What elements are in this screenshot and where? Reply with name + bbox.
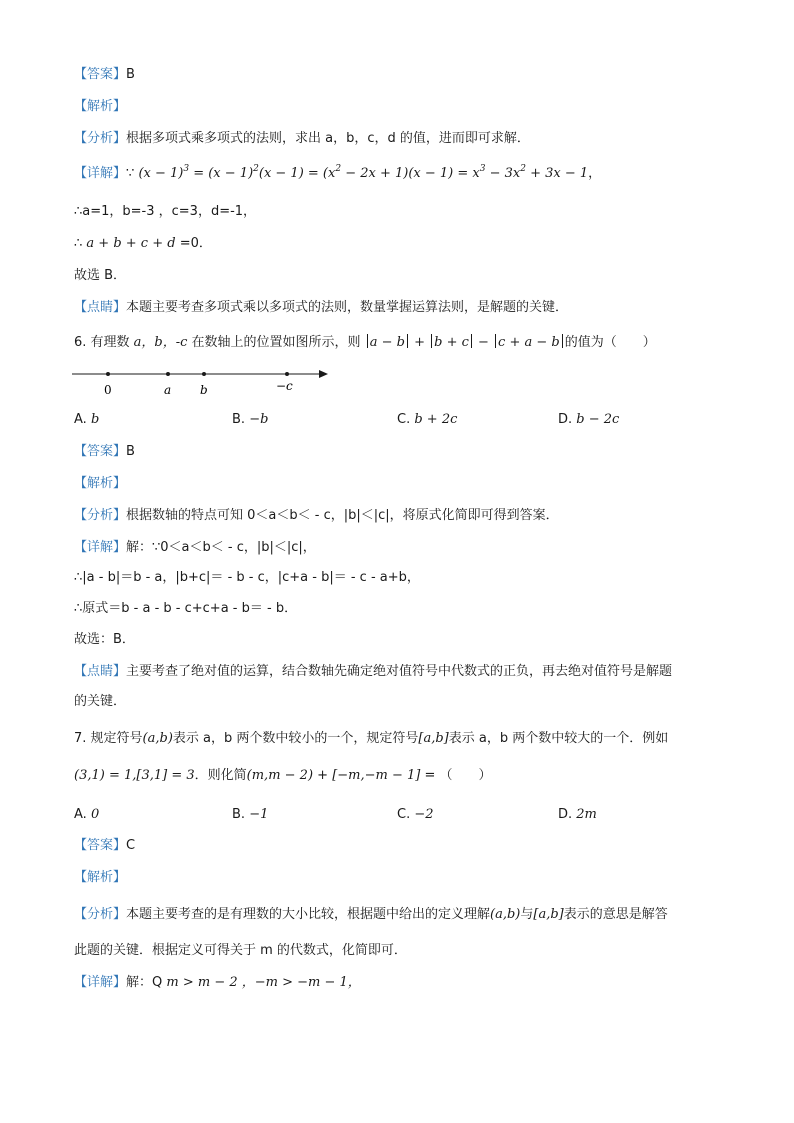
q7-fenxi-line: 【分析】本题主要考查的是有理数的大小比较，根据题中给出的定义理解(a,b)与[a,b]表示的意思是解答: [74, 907, 668, 922]
xiangjie-tag: 【详解】: [74, 540, 127, 555]
q5-answer-line: [74, 66, 135, 84]
q6-stem-vars: a，b，-c: [133, 335, 188, 350]
q7-max-symbol: [a,b]: [418, 731, 449, 746]
q7-stem-line2: (3,1) = 1,[3,1] = 3．则化简(m,m − 2) + [−m,−m − 1] = （ ）: [74, 768, 492, 783]
q7-option-a: A. 0: [74, 807, 100, 822]
q6-stem: 6. 有理数 a，b，-c 在数轴上的位置如图所示，则 a − b + b + c − c + a − b 的值为（ ）: [74, 335, 656, 350]
q5-sum-expression: a + b + c + d: [86, 236, 176, 251]
q7-answer: C: [126, 838, 136, 853]
q5-choose: 故选 B．: [74, 268, 127, 283]
q6-fenxi-line: [74, 507, 559, 525]
answer-tag: 【答案】: [74, 67, 127, 82]
analysis-tag: 【解析】: [74, 476, 127, 491]
q6-fenxi-text: 根据数轴的特点可知 0＜a＜b＜ - c，|b|＜|c|，将原式化简即可得到答案．: [126, 508, 559, 523]
q7-min-symbol: (a,b): [142, 731, 173, 746]
point-0: [106, 372, 110, 376]
q7-answer-line: [74, 837, 135, 855]
q6-detail3: ∴原式＝b - a - b - c+c+a - b＝ - b．: [74, 601, 298, 616]
point-neg-c: [285, 372, 289, 376]
q6-dianjing-line: [74, 663, 672, 681]
answer-tag: 【答案】: [74, 838, 127, 853]
q6-abs-expression: a − b + b + c − c + a − b: [365, 335, 565, 350]
fenxi-tag: 【分析】: [74, 508, 127, 523]
q5-analysis-heading: [74, 98, 126, 116]
q5-answer: B: [126, 67, 135, 82]
fenxi-tag: 【分析】: [74, 907, 127, 922]
q7-expr1: (m,m − 2): [246, 768, 314, 783]
q6-detail-line: [74, 539, 316, 557]
dianjing-tag: 【点睛】: [74, 300, 127, 315]
q7-fenxi-line2: 此题的关键．根据定义可得关于 m 的代数式，化简即可．: [74, 943, 407, 958]
q5-step1: ∴a=1，b=-3 ，c=3，d=-1，: [74, 204, 257, 219]
q6-option-d: D. b − 2c: [558, 412, 620, 427]
q6-option-c: C. b + 2c: [397, 412, 458, 427]
fenxi-tag: 【分析】: [74, 131, 127, 146]
q5-dianjing-text: 本题主要考查多项式乘以多项式的法则，数量掌握运算法则，是解题的关键．: [126, 300, 569, 315]
q6-analysis-heading: [74, 475, 126, 493]
q6-option-a: A. b: [74, 412, 100, 427]
because-glyph: Q: [152, 975, 163, 990]
point-a: [166, 372, 170, 376]
q6-answer: B: [126, 444, 135, 459]
label-a: a: [164, 383, 172, 397]
q7-detail-line: 【详解】解：Q m > m − 2 ，−m > −m − 1，: [74, 975, 361, 990]
q6-detail1: 解：∵0＜a＜b＜ - c，|b|＜|c|，: [126, 540, 316, 555]
q6-dianjing-line2: 的关键．: [74, 694, 127, 709]
analysis-tag: 【解析】: [74, 99, 127, 114]
q6-choose: 故选：B．: [74, 632, 135, 647]
q6-option-b: B. −b: [232, 412, 269, 427]
label-b: b: [200, 383, 208, 397]
q7-stem-line1: 7. 规定符号(a,b)表示 a，b 两个数中较小的一个，规定符号[a,b]表示 a，b 两个数中较大的一个．例如: [74, 731, 669, 746]
q5-fenxi-text: 根据多项式乘多项式的法则，求出 a，b，c，d 的值，进而即可求解．: [126, 131, 530, 146]
xiangjie-tag: 【详解】: [74, 975, 127, 990]
q5-detail-expression: $(x - 1)^3 = (x - 1)^2(x - 1) = (x^2 - 2x + 1)(x - 1) = x^3 - 3x^2 + 3x - 1$: [138, 164, 589, 181]
q5-fenxi-line: [74, 130, 530, 148]
analysis-tag: 【解析】: [74, 870, 127, 885]
q5-step2: ∴ a + b + c + d =0．: [74, 236, 212, 251]
q5-dianjing-line: [74, 299, 568, 317]
number-line-figure: [70, 360, 335, 400]
label-neg-c: −c: [276, 379, 293, 393]
because-symbol: ∵: [126, 166, 135, 181]
q7-option-b: B. −1: [232, 807, 269, 822]
point-b: [202, 372, 206, 376]
number-line-arrow: [319, 370, 328, 378]
q7-option-d: D. 2m: [558, 807, 597, 822]
q7-option-c: C. −2: [397, 807, 434, 822]
q7-detail-expression: m > m − 2 ，−m > −m − 1，: [162, 975, 361, 990]
dianjing-tag: 【点睛】: [74, 664, 127, 679]
label-0: 0: [104, 383, 112, 397]
q7-analysis-heading: [74, 869, 126, 887]
q5-detail-line: 【详解】∵ $(x - 1)^3 = (x - 1)^2(x - 1) = (x^2 - 2x + 1)(x - 1) = x^3 - 3x^2 + 3x - 1$，: [74, 164, 602, 181]
answer-tag: 【答案】: [74, 444, 127, 459]
q7-expr2: [−m,−m − 1]: [332, 768, 421, 783]
q6-answer-line: [74, 443, 135, 461]
q6-detail2: ∴|a - b|＝b - a，|b+c|＝ - b - c，|c+a - b|＝ - c - a+b，: [74, 570, 420, 585]
q6-dianjing-line1: 主要考查了绝对值的运算，结合数轴先确定绝对值符号中代数式的正负，再去绝对值符号是解题: [126, 664, 673, 679]
xiangjie-tag: 【详解】: [74, 166, 127, 181]
